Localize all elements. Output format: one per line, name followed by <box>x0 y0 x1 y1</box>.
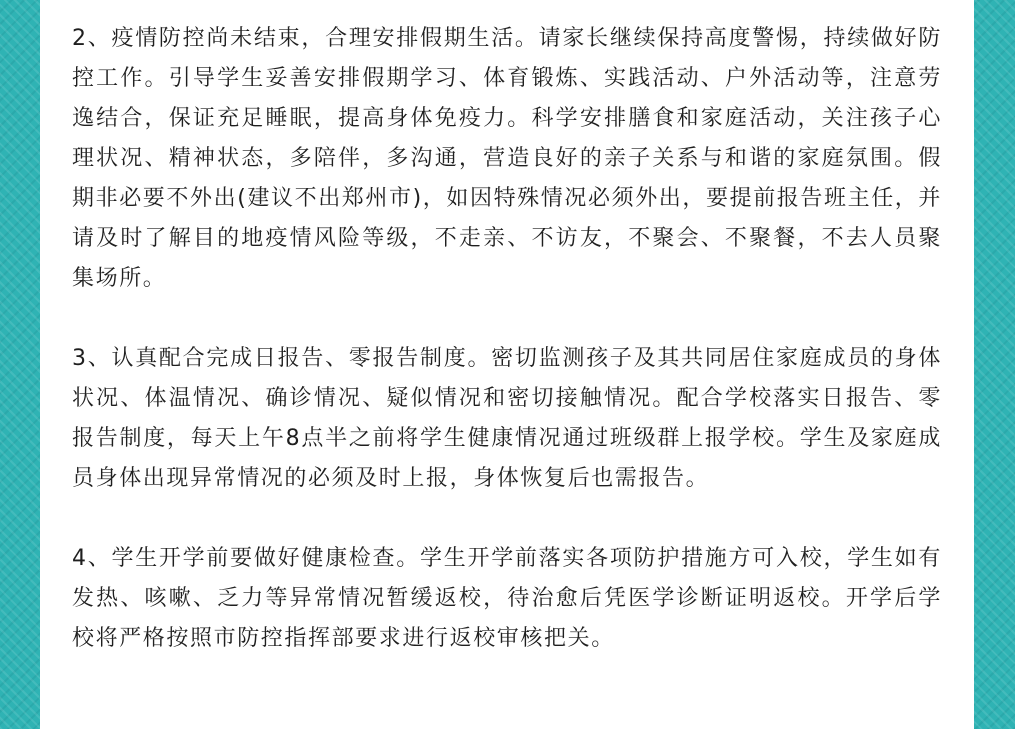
paragraph-item-3: 3、认真配合完成日报告、零报告制度。密切监测孩子及其共同居住家庭成员的身体状况、体温情况、确诊情况、疑似情况和密切接触情况。配合学校落实日报告、零报告制度，每天上午8点半之前将学生健康情况通过班级群上报学校。学生及家庭成员身体出现异常情况的必须及时上报，身体恢复后也需报告。 <box>72 346 942 491</box>
paragraph-item-2: 2、疫情防控尚未结束，合理安排假期生活。请家长继续保持高度警惕，持续做好防控工作。引导学生妥善安排假期学习、体育锻炼、实践活动、户外活动等，注意劳逸结合，保证充足睡眠，提高身体免疫力。科学安排膳食和家庭活动，关注孩子心理状况、精神状态，多陪伴，多沟通，营造良好的亲子关系与和谐的家庭氛围。假期非必要不外出(建议不出郑州市)，如因特殊情况必须外出，要提前报告班主任，并请及时了解目的地疫情风险等级，不走亲、不访友，不聚会、不聚餐，不去人员聚集场所。 <box>72 26 942 291</box>
paragraph-item-4: 4、学生开学前要做好健康检查。学生开学前落实各项防护措施方可入校，学生如有发热、咳嗽、乏力等异常情况暂缓返校，待治愈后凭医学诊断证明返校。开学后学校将严格按照市防控指挥部要求进行返校审核把关。 <box>72 546 942 651</box>
document-page <box>40 0 974 729</box>
